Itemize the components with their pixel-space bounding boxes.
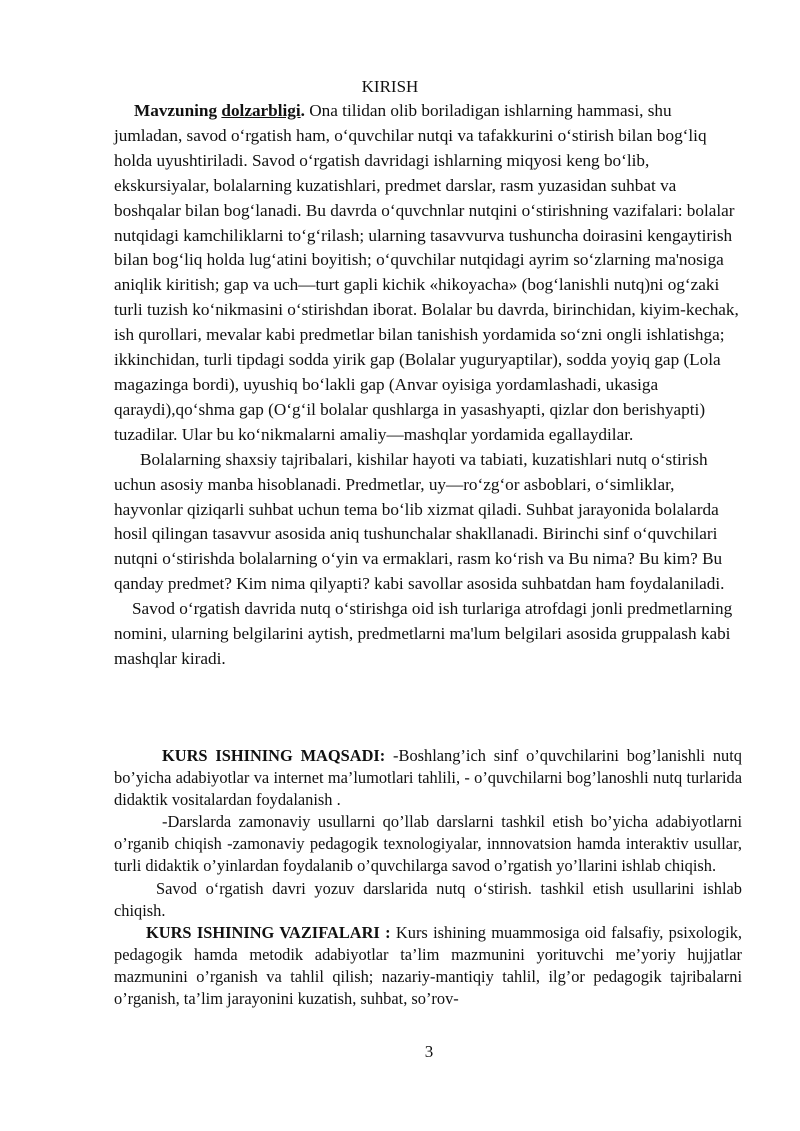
goals-section: [114, 745, 742, 1010]
relevance-label: Mavzuning dolzarbligi.: [134, 101, 305, 120]
goal-label: KURS ISHINING MAQSADI:: [162, 746, 386, 765]
tasks-label: KURS ISHINING VAZIFALARI :: [146, 922, 391, 942]
intro-section: [114, 99, 740, 672]
page-number: 3: [424, 1042, 434, 1061]
section-heading: KIRISH: [361, 77, 419, 96]
goal-text: -Boshlang’ich sinf o’quvchilarini bog’lanishli nutq bo’yicha adabiyotlar va internet ma’lumotlari tahlili, - o’quvchilarni bog’lanoshli nutq turlarida didaktik vositalardan foydalanish .: [114, 746, 742, 810]
paragraph-writing: Savod o‘rgatish davri yozuv darslarida nutq o‘stirish. tashkil etish usullarini ishlab chiqish.: [114, 878, 742, 920]
tasks-text: Kurs ishining muammosiga oid falsafiy, psixologik, pedagogik hamda metodik adabiyotlar ta’lim mazmunini yorituvchi me’yoriy hujjatlar mazmunini o’rganish va tahlil qilish; nazariy-mantiqiy tahlil, ilg’or pedagogik tajribalarni o’rganish, ta’lim jarayonini kuzatish, suhbat, so’rov-: [114, 922, 742, 1009]
relevance-text: Ona tilidan olib boriladigan ishlarning hammasi, shu jumladan, savod o‘rgatish ham, o‘quvchilar nutqi va tafakkurini o‘stirish bilan bog‘liq holda uyushtiriladi. Savod o‘rgatish davridagi ishlarning miqyosi keng bo‘lib, ekskursiyalar, bolalarning kuzatishlari, predmet darslar, rasm yuzasidan suhbat va boshqalar bilan bog‘lanadi. Bu davrda o‘quvchnlar nutqini o‘stirishning vazifalari: bolalar nutqidagi kamchiliklarni to‘g‘rilash; ularning tasavvurva tushuncha doirasini kengaytirish bilan bog‘liq holda lug‘atini boyitish; o‘quvchilar nutqidagi ayrim so‘zlarning ma'nosiga aniqlik kiritish; gap va uch—turt gapli kichik «hikoyacha» (bog‘lanishli nutq)ni og‘zaki turli tuzish ko‘nikmasini o‘stirishdan iborat. Bolalar bu davrda, birinchidan, kiyim-kechak, ish qurollari, mevalar kabi predmetlar bilan tanishish yordamida so‘zni ongli ishlatishga; ikkinchidan, turli tipdagi sodda yirik gap (Bolalar yuguryaptilar), sodda yoyiq gap (Lola magazinga bordi), uyushiq bo‘lakli gap (Anvar oyisiga yordamlashadi, ukasiga qaraydi),qo‘shma gap (O‘g‘il bolalar qushlarga in yasashyapti, qizlar don berishyapti) tuzadilar. Ular bu ko‘nikmalarni amaliy—mashqlar yordamida egallaydilar.: [114, 101, 739, 444]
paragraph-experience: Bolalarning shaxsiy tajribalari, kishilar hayoti va tabiati, kuzatishlari nutq o‘stirish uchun asosiy manba hisoblanadi. Predmetlar, uy—ro‘zg‘or asboblari, o‘simliklar, hayvonlar qiziqarli suhbat uchun tema bo‘lib xizmat qiladi. Suhbat jarayonida bolalarda hosil qilingan tasavvur asosida aniq tushunchalar shakllanadi. Birinchi sinf o‘quvchilari nutqni o‘stirishda bolalarning o‘yin va ermaklari, rasm ko‘rish va Bu nima? Bu kim? Bu qanday predmet? Kim nima qilyapti? kabi savollar asosida suhbatdan ham foydalaniladi.: [114, 449, 725, 594]
paragraph-tasks: [114, 922, 742, 1010]
paragraph-exercises: Savod o‘rgatish davrida nutq o‘stirishga oid ish turlariga atrofdagi jonli predmetlarning nomini, ularning belgilarini aytish, predmetlarni ma'lum belgilari asosida gruppalash kabi mashqlar kiradi.: [114, 599, 733, 668]
paragraph-relevance: [114, 99, 740, 448]
paragraph-methods: -Darslarda zamonaviy usullarni qo’llab darslarni tashkil etish bo’yicha adabiyotlarni o’rganib chiqish -zamonaviy pedagogik texnologiyalar, innnovatsion hamda interaktiv usullar, turli didaktik o’yinlardan foydalanib o’quvchilarga savod o’rgatish yo’llarini ishlab chiqish.: [114, 812, 742, 876]
paragraph-goal: [114, 745, 742, 811]
